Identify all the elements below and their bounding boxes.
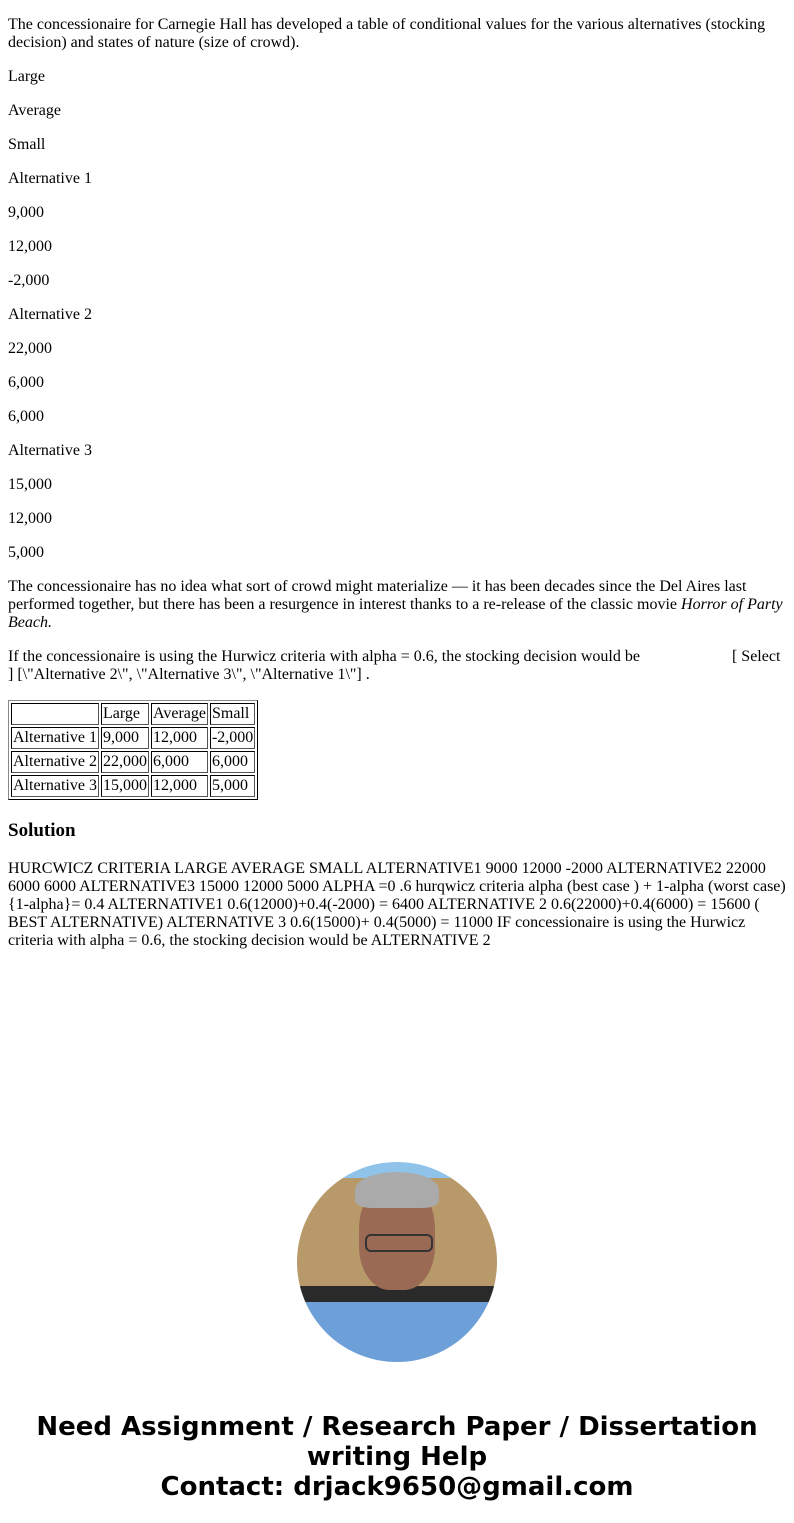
cell-paragraph: Alternative 2 — [8, 306, 92, 323]
solution-text: HURCWICZ CRITERIA LARGE AVERAGE SMALL ALTERNATIVE1 9000 12000 -2000 ALTERNATIVE2 22000 6000 6000 ALTERNATIVE3 15000 12000 5000 ALPHA =0 .6 hurqwicz criteria alpha (best case ) + 1-alpha (worst case) {1-alpha}= 0.4 ALTERNATIVE1 0.6(12000)+0.4(-2000) = 6400 ALTERNATIVE 2 0.6(22000)+0.4(6000) = 15600 ( BEST ALTERNATIVE) ALTERNATIVE 3 0.6(15000)+ 0.4(5000) = 11000 IF concessionaire is using the Hurwicz criteria with alpha = 0.6, the stocking decision would be ALTERNATIVE 2 — [8, 860, 786, 949]
cell-paragraph: Alternative 3 — [8, 442, 92, 459]
cell-paragraph: Average — [8, 102, 61, 119]
contact-line: Contact: drjack9650@gmail.com — [160, 1472, 634, 1502]
cell-paragraph: 22,000 — [8, 340, 52, 357]
table-cell: Alternative 1 — [11, 727, 99, 749]
cell-paragraph: 6,000 — [8, 374, 44, 391]
table-cell: -2,000 — [210, 727, 255, 749]
table-cell: Small — [210, 703, 255, 725]
solution-heading: Solution — [8, 820, 76, 841]
cell-paragraph: 5,000 — [8, 544, 44, 561]
table-cell: Alternative 2 — [11, 751, 99, 773]
cell-paragraph: 9,000 — [8, 204, 44, 221]
conditional-values-table — [8, 700, 258, 800]
table-cell: Large — [101, 703, 149, 725]
question-body: If the concessionaire is using the Hurwicz criteria with alpha = 0.6, the stocking decision would be — [8, 648, 640, 665]
table-cell: 12,000 — [151, 727, 208, 749]
help-line: Need Assignment / Research Paper / Dissertation writing Help — [36, 1412, 758, 1472]
question-text — [8, 648, 786, 684]
contact-banner — [8, 1412, 786, 1502]
cell-paragraph: 6,000 — [8, 408, 44, 425]
table-header-row — [11, 703, 255, 725]
table-cell: 22,000 — [101, 751, 149, 773]
table-cell: 9,000 — [101, 727, 149, 749]
context-text — [8, 578, 786, 632]
table-cell: 5,000 — [210, 775, 255, 797]
intro-text: The concessionaire for Carnegie Hall has developed a table of conditional values for the various alternatives (stocking decision) and states of nature (size of crowd). — [8, 16, 766, 51]
table-cell: Average — [151, 703, 208, 725]
table-cell: 6,000 — [151, 751, 208, 773]
context-body: The concessionaire has no idea what sort of crowd might materialize — it has been decades since the Del Aires last performed together, but there has been a resurgence in interest thanks to a re-release of the classic movie — [8, 578, 747, 613]
cell-paragraph: Alternative 1 — [8, 170, 92, 187]
table-row — [11, 751, 255, 773]
table-row — [11, 775, 255, 797]
table-cell: 12,000 — [151, 775, 208, 797]
table-cell: 15,000 — [101, 775, 149, 797]
table-row — [11, 727, 255, 749]
answer-select[interactable]: [ Select ] [\"Alternative 2\", \"Alternative 3\", \"Alternative 1\"] . — [8, 648, 781, 683]
cell-paragraph: -2,000 — [8, 272, 50, 289]
table-cell: Alternative 3 — [11, 775, 99, 797]
table-cell: 6,000 — [210, 751, 255, 773]
cell-paragraph: 12,000 — [8, 510, 52, 527]
movie-title: Horror of Party Beach. — [8, 596, 783, 631]
cell-paragraph: Large — [8, 68, 46, 85]
table-cell — [11, 703, 99, 725]
cell-paragraph: 15,000 — [8, 476, 52, 493]
cell-paragraph: 12,000 — [8, 238, 52, 255]
cell-paragraph: Small — [8, 136, 46, 153]
author-avatar — [297, 1162, 497, 1362]
